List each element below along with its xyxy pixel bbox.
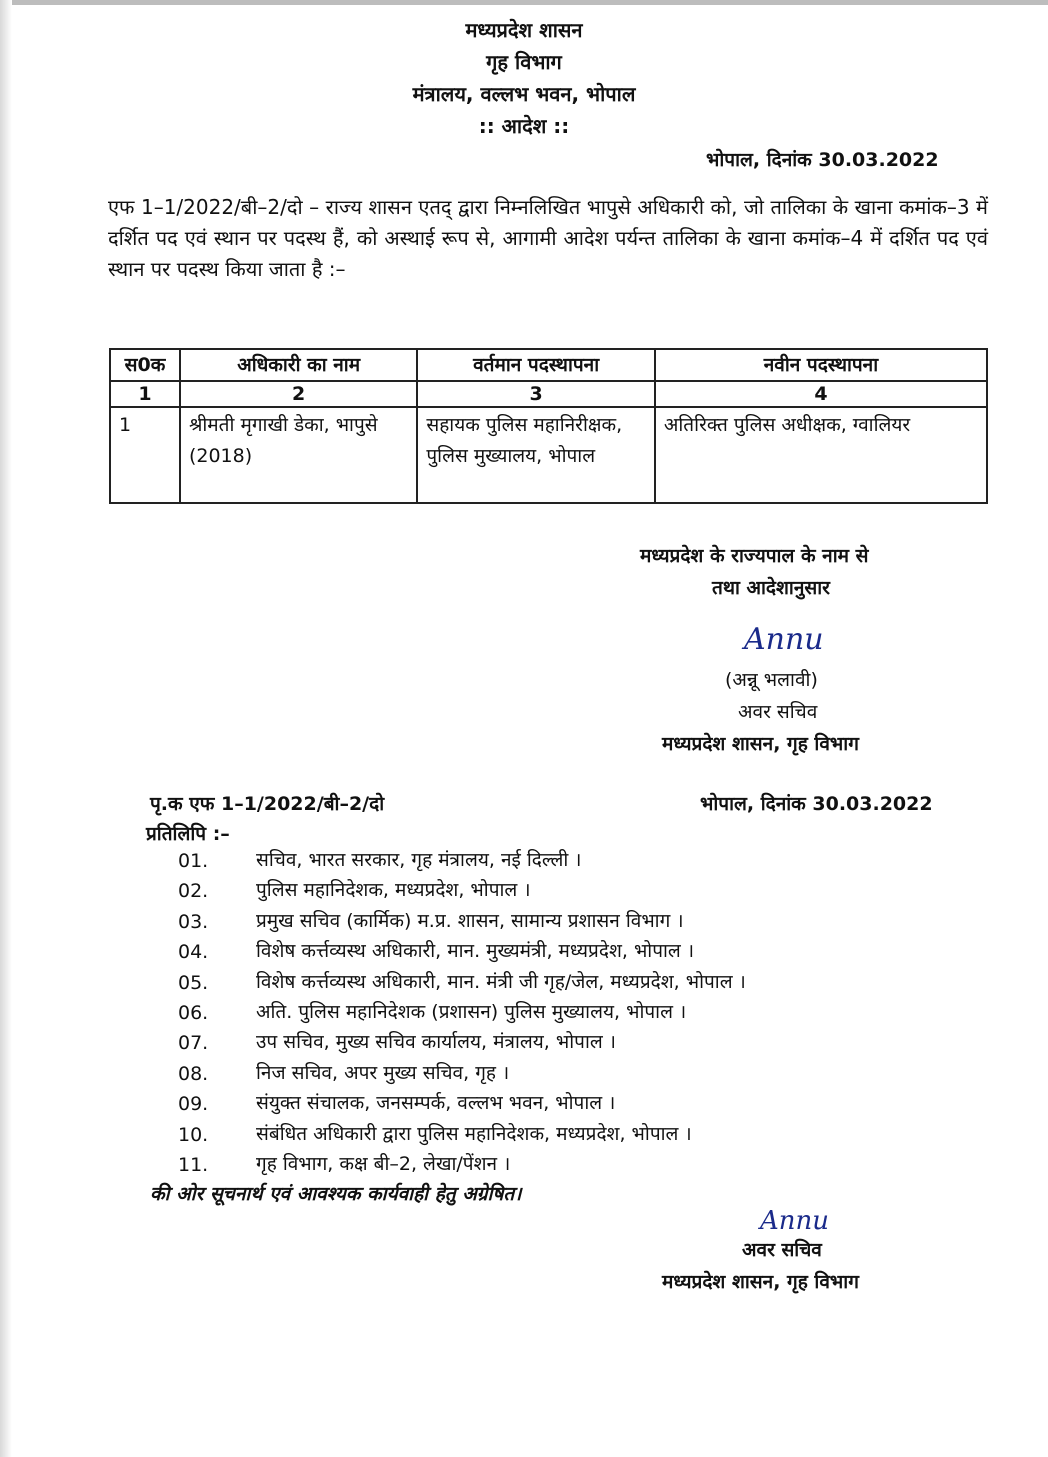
forwarding-note: की ओर सूचनार्थ एवं आवश्यक कार्यवाही हेतु अग्रेषित। xyxy=(150,1183,522,1205)
list-item-text: निज सचिव, अपर मुख्य सचिव, गृह । xyxy=(256,1061,510,1084)
list-item-number: 03. xyxy=(178,910,209,933)
copy-label: प्रतिलिपि :– xyxy=(146,823,230,845)
authority-line-1: मध्यप्रदेश के राज्यपाल के नाम से xyxy=(640,545,869,567)
col-number: 2 xyxy=(180,381,417,407)
endorsement-department: मध्यप्रदेश शासन, गृह विभाग xyxy=(662,1271,859,1293)
list-item-number: 10. xyxy=(178,1123,209,1146)
authority-line-2: तथा आदेशानुसार xyxy=(712,577,830,599)
col-header-serial: स0क xyxy=(110,349,180,381)
header-order-title: :: आदेश :: xyxy=(478,114,570,138)
list-item-number: 07. xyxy=(178,1032,209,1055)
copy-recipient-list xyxy=(178,846,958,1180)
endorsement-date: भोपाल, दिनांक 30.03.2022 xyxy=(700,793,933,815)
list-item-number: 11. xyxy=(178,1153,209,1176)
list-item-text: संबंधित अधिकारी द्वारा पुलिस महानिदेशक, मध्यप्रदेश, भोपाल । xyxy=(256,1122,692,1145)
cell-officer-name: श्रीमती मृगाखी डेका, भापुसे (2018) xyxy=(180,407,417,503)
col-number: 4 xyxy=(655,381,987,407)
list-item xyxy=(178,1089,958,1119)
list-item-text: अति. पुलिस महानिदेशक (प्रशासन) पुलिस मुख्यालय, भोपाल । xyxy=(256,1000,687,1023)
list-item xyxy=(178,998,958,1028)
col-header-current-posting: वर्तमान पदस्थापना xyxy=(417,349,655,381)
list-item xyxy=(178,1120,958,1150)
table-row xyxy=(110,407,987,503)
list-item-number: 06. xyxy=(178,1001,209,1024)
list-item-number: 08. xyxy=(178,1062,209,1085)
header-address: मंत्रालय, वल्लभ भवन, भोपाल xyxy=(412,82,636,106)
col-number: 3 xyxy=(417,381,655,407)
signature-1: Annu xyxy=(744,622,824,657)
order-paragraph: एफ 1–1/2022/बी–2/दो – राज्य शासन एतद् द्वारा निम्नलिखित भापुसे अधिकारी को, जो तालिका के खाना कमांक–3 में दर्शित पद एवं स्थान पर पदस्थ हैं, को अस्थाई रूप से, आगामी आदेश पर्यन्त तालिका के खाना कमांक–4 में दर्शित पद एवं स्थान पर पदस्थ किया जाता है :– xyxy=(108,195,988,281)
col-header-name: अधिकारी का नाम xyxy=(180,349,417,381)
list-item-text: विशेष कर्त्तव्यस्थ अधिकारी, मान. मुख्यमंत्री, मध्यप्रदेश, भोपाल । xyxy=(256,940,695,963)
cell-current-posting: सहायक पुलिस महानिरीक्षक, पुलिस मुख्यालय, भोपाल xyxy=(417,407,655,503)
list-item-text: पुलिस महानिदेशक, मध्यप्रदेश, भोपाल । xyxy=(256,879,531,902)
table-header-row xyxy=(110,349,987,381)
cell-new-posting: अतिरिक्त पुलिस अधीक्षक, ग्वालियर xyxy=(655,407,987,503)
list-item-number: 02. xyxy=(178,880,209,903)
list-item-number: 05. xyxy=(178,971,209,994)
signatory-department: मध्यप्रदेश शासन, गृह विभाग xyxy=(662,733,859,755)
list-item-text: विशेष कर्त्तव्यस्थ अधिकारी, मान. मंत्री जी गृह/जेल, मध्यप्रदेश, भोपाल । xyxy=(256,970,746,993)
order-date: भोपाल, दिनांक 30.03.2022 xyxy=(706,149,939,171)
posting-table xyxy=(109,348,988,504)
list-item-text: प्रमुख सचिव (कार्मिक) म.प्र. शासन, सामान्य प्रशासन विभाग । xyxy=(256,909,684,932)
scan-left-edge xyxy=(0,0,12,1457)
cell-serial: 1 xyxy=(110,407,180,503)
signature-2: Annu xyxy=(760,1206,830,1236)
list-item xyxy=(178,876,958,906)
list-item-number: 09. xyxy=(178,1093,209,1116)
list-item-text: संयुक्त संचालक, जनसम्पर्क, वल्लभ भवन, भोपाल । xyxy=(256,1092,616,1115)
header-government: मध्यप्रदेश शासन xyxy=(465,18,583,42)
list-item xyxy=(178,1059,958,1089)
list-item xyxy=(178,907,958,937)
col-header-new-posting: नवीन पदस्थापना xyxy=(655,349,987,381)
table-number-row xyxy=(110,381,987,407)
list-item-text: सचिव, भारत सरकार, गृह मंत्रालय, नई दिल्ली । xyxy=(256,849,582,871)
col-number: 1 xyxy=(110,381,180,407)
scan-top-edge xyxy=(0,0,1048,5)
list-item xyxy=(178,968,958,998)
header-department: गृह विभाग xyxy=(486,50,562,74)
list-item xyxy=(178,1028,958,1058)
list-item xyxy=(178,937,958,967)
list-item xyxy=(178,1150,958,1180)
endorsement-designation: अवर सचिव xyxy=(742,1239,822,1261)
list-item-text: गृह विभाग, कक्ष बी–2, लेखा/पेंशन । xyxy=(256,1152,511,1175)
signatory-name: (अन्नू भलावी) xyxy=(725,669,818,691)
list-item xyxy=(178,846,958,876)
endorsement-reference: पृ.क एफ 1–1/2022/बी–2/दो xyxy=(150,793,385,815)
list-item-text: उप सचिव, मुख्य सचिव कार्यालय, मंत्रालय, भोपाल । xyxy=(256,1031,616,1054)
signatory-designation: अवर सचिव xyxy=(738,701,818,723)
list-item-number: 01. xyxy=(178,850,209,872)
list-item-number: 04. xyxy=(178,941,209,964)
